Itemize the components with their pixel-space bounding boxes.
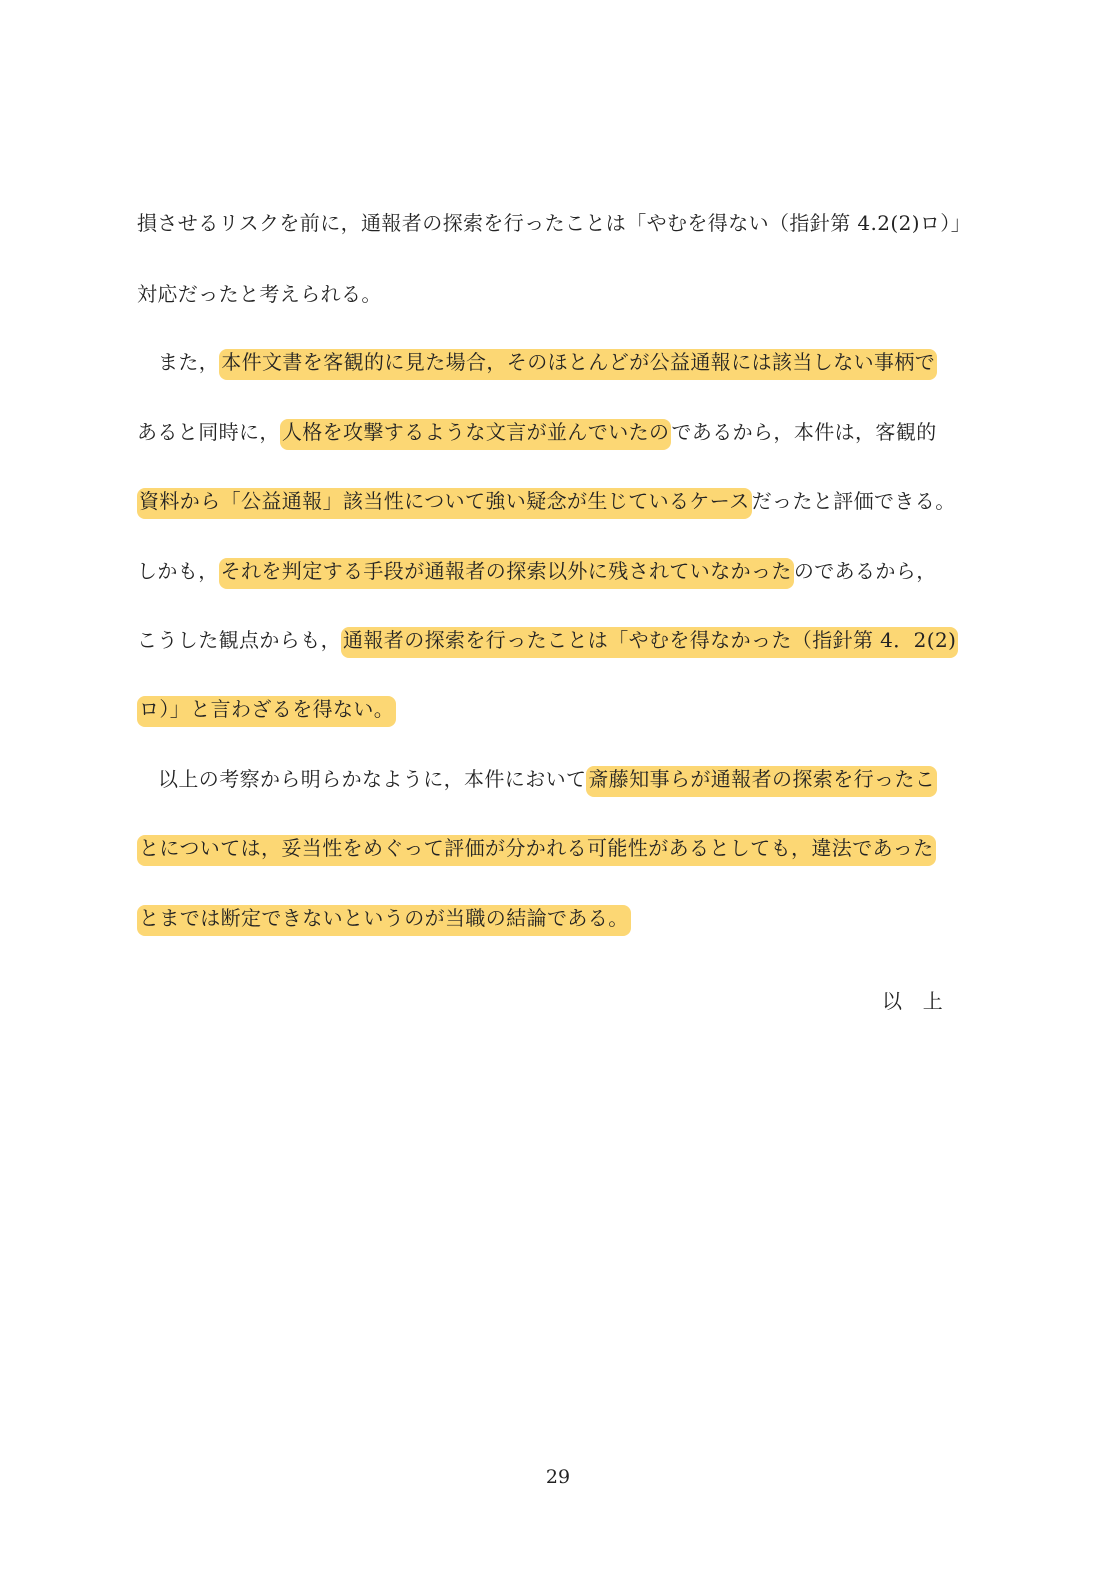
text-segment: こうした観点からも， (137, 628, 341, 652)
highlighted-text: 通報者の探索を行ったことは「やむを得なかった（指針第 4．2(2) (341, 627, 958, 658)
text-line (137, 903, 967, 933)
text-segment: だったと評価できる。 (751, 489, 956, 513)
text-segment: であるから，本件は，客観的 (671, 420, 937, 444)
text-line (137, 486, 967, 516)
text-line (158, 347, 967, 377)
highlighted-text: それを判定する手段が通報者の探索以外に残されていなかった (219, 558, 794, 589)
closing-remark: 以 上 (882, 989, 944, 1013)
text-line (158, 764, 967, 794)
text-line (137, 556, 967, 586)
text-segment: しかも， (137, 559, 219, 583)
text-segment: のであるから， (793, 559, 937, 583)
text-segment: 損させるリスクを前に，通報者の探索を行ったことは「やむを得ない（指針第 4.2(2)ロ）」 (137, 211, 972, 235)
text-line (137, 625, 967, 655)
text-segment: あると同時に， (137, 420, 280, 444)
highlighted-text: とについては，妥当性をめぐって評価が分かれる可能性があるとしても，違法であった (137, 835, 936, 866)
text-line (137, 417, 967, 447)
highlighted-text: 資料から「公益通報」該当性について強い疑念が生じているケース (137, 488, 752, 519)
text-segment: また， (158, 350, 220, 374)
text-segment: 対応だったと考えられる。 (137, 282, 382, 306)
page-number: 29 (545, 1466, 571, 1488)
text-line (137, 833, 967, 863)
text-line (137, 208, 972, 238)
highlighted-text: とまでは断定できないというのが当職の結論である。 (137, 905, 631, 936)
text-line (137, 694, 967, 724)
text-line (137, 279, 967, 309)
highlighted-text: ロ）」と言わざるを得ない。 (137, 696, 396, 727)
highlighted-text: 斎藤知事らが通報者の探索を行ったこ (586, 766, 937, 797)
highlighted-text: 人格を攻撃するような文言が並んでいたの (280, 419, 672, 450)
text-segment: 以上の考察から明らかなように，本件において (158, 767, 587, 791)
highlighted-text: 本件文書を客観的に見た場合，そのほとんどが公益通報には該当しない事柄で (219, 349, 937, 380)
